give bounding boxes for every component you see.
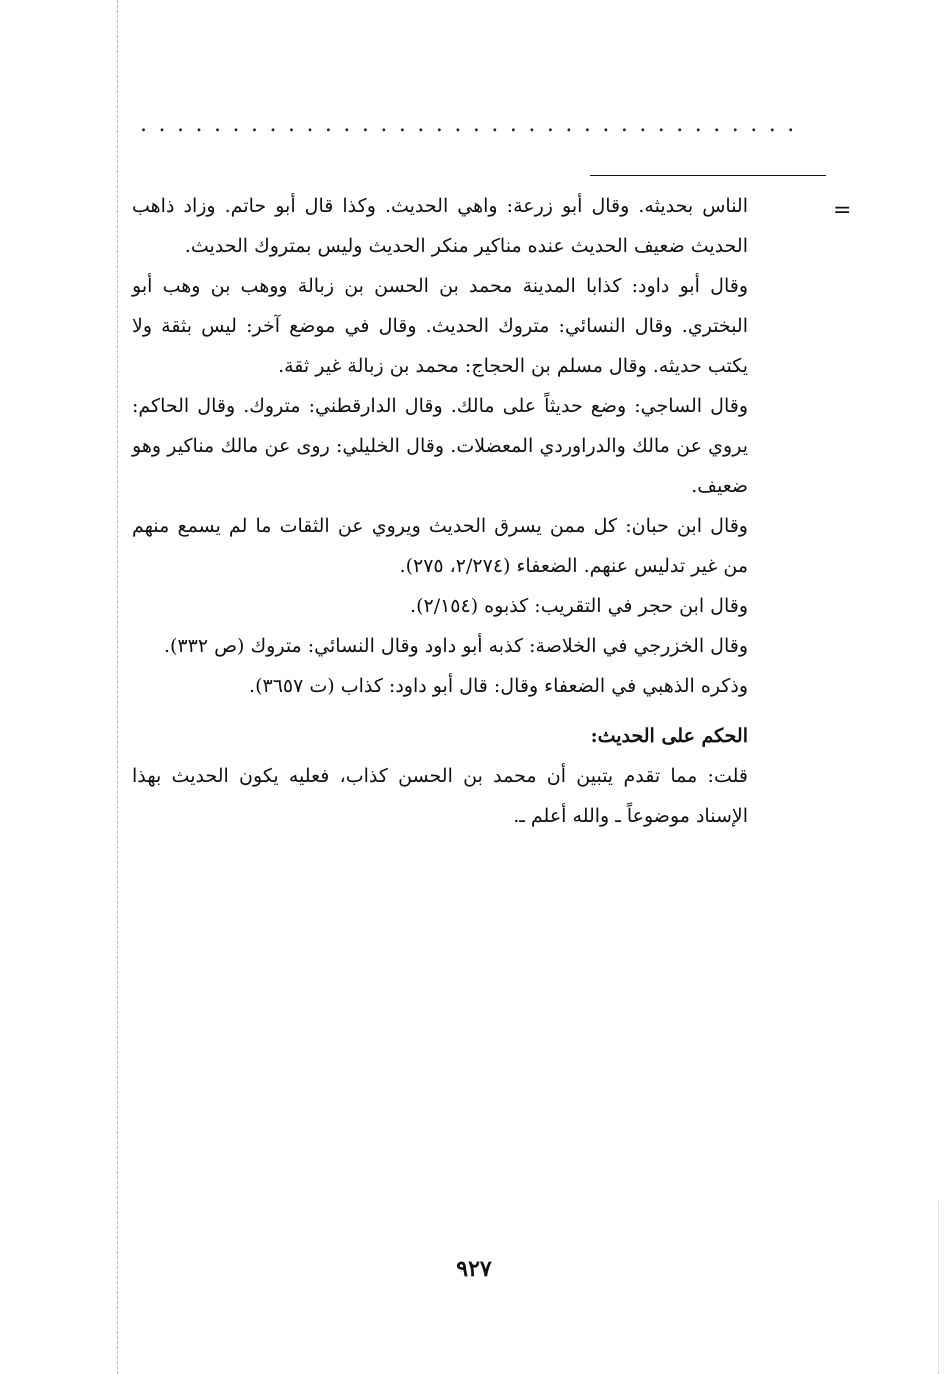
footnote-rule	[590, 175, 826, 176]
header-dots-separator: ....................................	[140, 112, 806, 137]
page-edge-line	[117, 0, 118, 1374]
paragraph-3: وقال الساجي: وضع حديثاً على مالك. وقال الدارقطني: متروك. وقال الحاكم: يروي عن مالك والدراوردي المعضلات. وقال الخليلي: روى عن مالك مناكير وهو ضعيف.	[132, 395, 748, 497]
paragraph-6: وقال الخزرجي في الخلاصة: كذبه أبو داود وقال النسائي: متروك (ص ٣٣٢).	[163, 635, 748, 657]
paragraph-2: وقال أبو داود: كذابا المدينة محمد بن الحسن بن زبالة ووهب بن وهب أبو البختري. وقال النسائي: متروك الحديث. وقال في موضع آخر: ليس بثقة ولا يكتب حديثه. وقال مسلم بن الحجاج: محمد بن زبالة غير ثقة.	[132, 275, 748, 377]
page-number: ٩٢٧	[456, 1256, 492, 1282]
paragraph-4: وقال ابن حبان: كل ممن يسرق الحديث ويروي عن الثقات ما لم يسمع منهم من غير تدليس عنهم. الضعفاء (٢/٢٧٤، ٢٧٥).	[132, 515, 748, 577]
paragraph-5: وقال ابن حجر في التقريب: كذبوه (٢/١٥٤).	[410, 595, 748, 617]
ruling-heading: الحكم على الحديث:	[590, 725, 748, 747]
ruling-text: قلت: مما تقدم يتبين أن محمد بن الحسن كذاب، فعليه يكون الحديث بهذا الإسناد موضوعاً ـ والله أعلم ـ.	[132, 765, 748, 827]
footnote-text	[132, 186, 748, 836]
continuation-mark: =	[833, 198, 852, 223]
page-edge-dots	[938, 1200, 939, 1374]
paragraph-1: الناس بحديثه. وقال أبو زرعة: واهي الحديث. وكذا قال أبو حاتم. وزاد ذاهب الحديث ضعيف الحديث عنده مناكير منكر الحديث وليس بمتروك الحديث.	[132, 195, 748, 257]
paragraph-7: وذكره الذهبي في الضعفاء وقال: قال أبو داود: كذاب (ت ٣٦٥٧).	[249, 675, 748, 697]
